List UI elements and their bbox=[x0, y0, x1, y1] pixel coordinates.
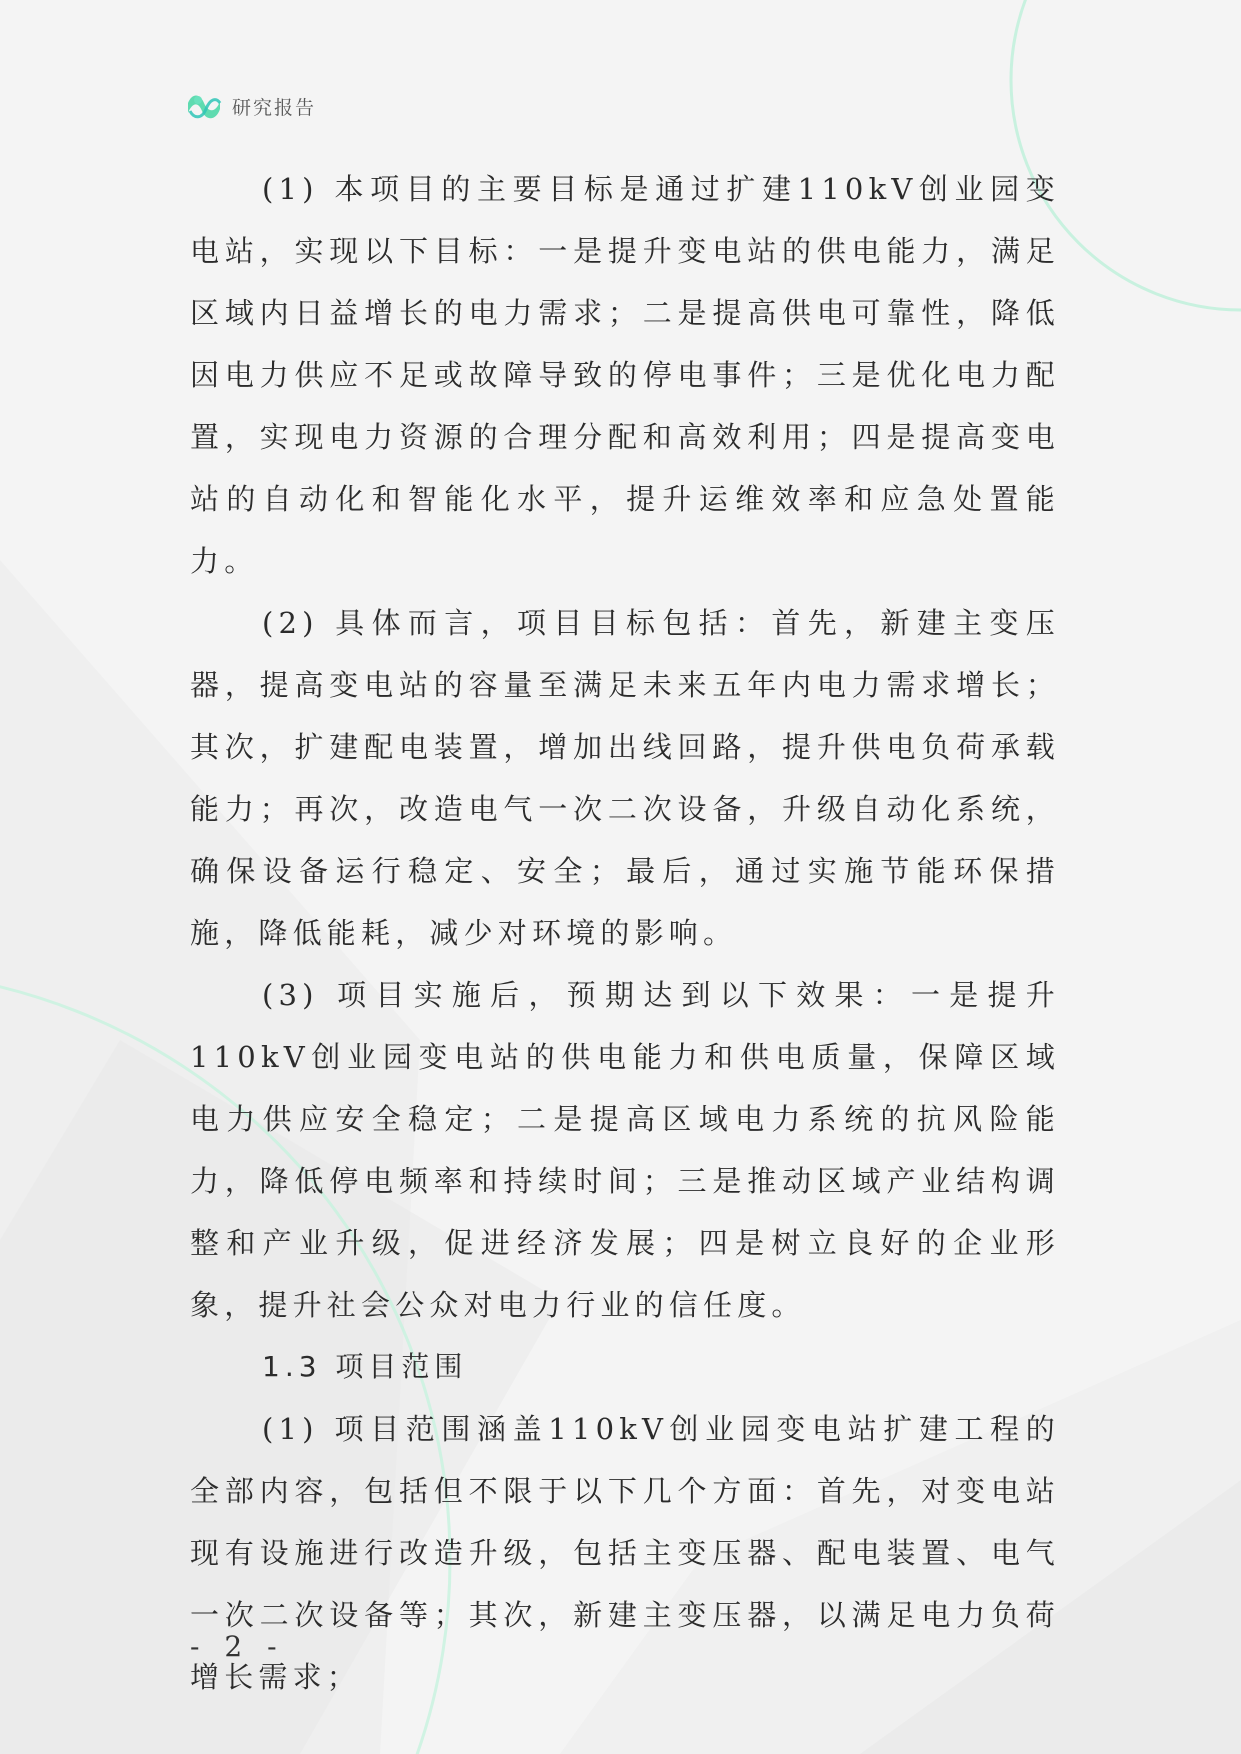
page-number: - 2 - bbox=[190, 1630, 285, 1663]
brand-logo-icon bbox=[186, 89, 222, 123]
section-heading: 1.3 项目范围 bbox=[262, 1350, 468, 1383]
paragraph-3: (3) 项目实施后，预期达到以下效果：一是提升110kV创业园变电站的供电能力和供电质量，保障区域电力供应安全稳定；二是提高区域电力系统的抗风险能力，降低停电频率和持续时间；三是推动区域产业结构调整和产业升级，促进经济发展；四是树立良好的企业形象，提升社会公众对电力行业的信任度。 bbox=[190, 978, 1060, 1322]
document-body bbox=[190, 158, 1060, 1708]
paragraph-4: (1) 项目范围涵盖110kV创业园变电站扩建工程的全部内容，包括但不限于以下几个方面：首先，对变电站现有设施进行改造升级，包括主变压器、配电装置、电气一次二次设备等；其次，新建主变压器，以满足电力负荷增长需求； bbox=[190, 1412, 1060, 1694]
paragraph-1: (1) 本项目的主要目标是通过扩建110kV创业园变电站，实现以下目标：一是提升变电站的供电能力，满足区域内日益增长的电力需求；二是提高供电可靠性，降低因电力供应不足或故障导致的停电事件；三是优化电力配置，实现电力资源的合理分配和高效利用；四是提高变电站的自动化和智能化水平，提升运维效率和应急处置能力。 bbox=[190, 172, 1060, 578]
paragraph-2: (2) 具体而言，项目目标包括：首先，新建主变压器，提高变电站的容量至满足未来五年内电力需求增长；其次，扩建配电装置，增加出线回路，提升供电负荷承载能力；再次，改造电气一次二次设备，升级自动化系统，确保设备运行稳定、安全；最后，通过实施节能环保措施，降低能耗，减少对环境的影响。 bbox=[190, 606, 1060, 950]
header-title: 研究报告 bbox=[232, 96, 317, 119]
report-header bbox=[186, 88, 316, 124]
